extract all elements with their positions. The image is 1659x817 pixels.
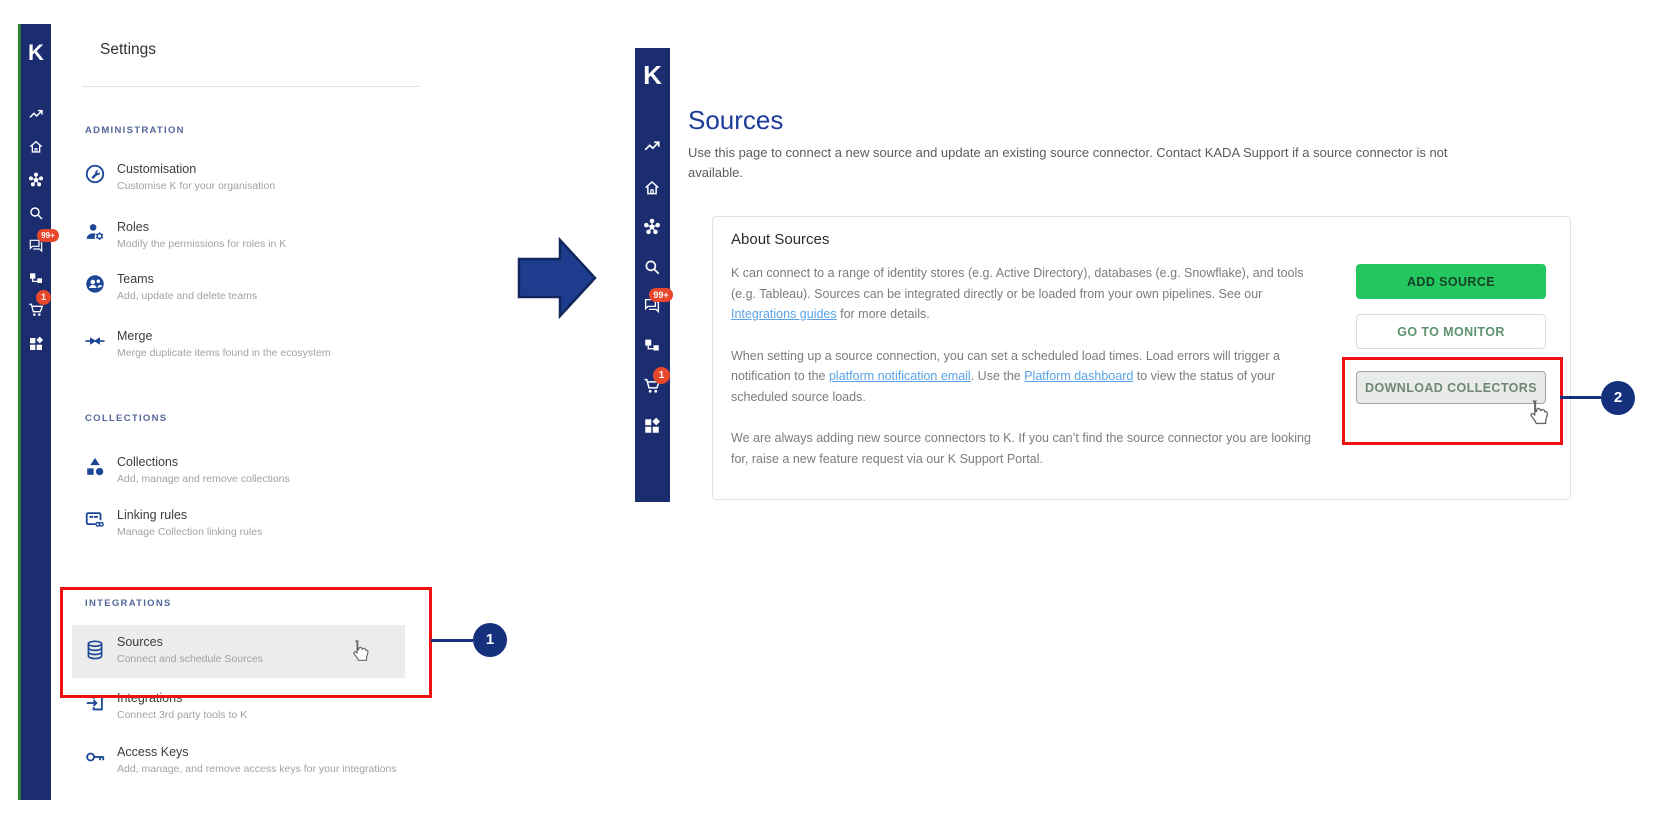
title-divider bbox=[82, 86, 420, 87]
paragraph-2-text-end: to view the status of your scheduled source loads. bbox=[731, 369, 1276, 404]
tree-icon[interactable] bbox=[643, 337, 661, 355]
platform-notification-email-link[interactable]: platform notification email bbox=[828, 369, 971, 383]
settings-item-teams[interactable] bbox=[82, 271, 427, 315]
download-collectors-button[interactable]: DOWNLOAD COLLECTORS bbox=[1356, 371, 1546, 404]
item-title: Merge bbox=[117, 329, 153, 343]
settings-item-sources-selected[interactable] bbox=[72, 625, 405, 678]
annotation-connector-1 bbox=[431, 639, 473, 642]
annotation-connector-2 bbox=[1560, 396, 1601, 399]
teams-icon bbox=[84, 273, 106, 295]
roles-icon bbox=[84, 221, 106, 243]
item-subtitle: Customise K for your organisation bbox=[117, 180, 276, 192]
item-subtitle: Add, manage, and remove access keys for your integrations bbox=[117, 763, 397, 775]
section-header-integrations: INTEGRATIONS bbox=[85, 598, 172, 609]
merge-icon bbox=[84, 330, 106, 352]
paragraph-1 bbox=[731, 263, 1316, 325]
item-title: Linking rules bbox=[117, 508, 188, 522]
trending-up-icon[interactable] bbox=[28, 106, 44, 122]
item-title: Integrations bbox=[117, 691, 183, 705]
page-description: Use this page to connect a new source and update an existing source connector. Contact KADA Support if a source connector is not available. bbox=[688, 145, 1448, 180]
cart-notification-badge: 1 bbox=[653, 367, 670, 384]
paragraph-1-text-end: for more details. bbox=[836, 307, 930, 321]
search-icon[interactable] bbox=[643, 258, 661, 276]
k-logo[interactable]: K bbox=[28, 40, 44, 65]
item-title: Roles bbox=[117, 220, 149, 234]
item-subtitle: Add, manage and remove collections bbox=[117, 473, 290, 485]
customisation-icon bbox=[84, 163, 106, 185]
item-title: Sources bbox=[117, 635, 163, 649]
k-logo[interactable]: K bbox=[643, 60, 662, 90]
section-header-collections: COLLECTIONS bbox=[85, 413, 168, 424]
page-title-settings: Settings bbox=[100, 41, 157, 58]
chat-notification-badge: 99+ bbox=[649, 288, 673, 302]
settings-item-integrations[interactable] bbox=[82, 690, 427, 734]
settings-item-collections[interactable] bbox=[82, 454, 427, 498]
annotation-step-badge-1: 1 bbox=[473, 623, 507, 657]
item-title: Teams bbox=[117, 272, 154, 286]
grid-icon[interactable] bbox=[28, 336, 44, 352]
hub-icon[interactable] bbox=[643, 218, 661, 236]
home-icon[interactable] bbox=[643, 179, 661, 197]
tree-icon[interactable] bbox=[28, 271, 44, 287]
grid-icon[interactable] bbox=[643, 417, 661, 435]
paragraph-1-text: K can connect to a range of identity stores (e.g. Active Directory), databases (e.g. Snowflake), and tools (e.g. Tableau). Sources can be integrated directly or be loaded from your own pipelines. See our bbox=[731, 266, 1304, 301]
paragraph-2-text-mid: . Use the bbox=[970, 369, 1025, 383]
left-nav-sidebar bbox=[21, 24, 51, 800]
settings-item-linking-rules[interactable] bbox=[82, 507, 427, 551]
search-icon[interactable] bbox=[28, 205, 44, 221]
item-title: Collections bbox=[117, 455, 179, 469]
add-source-button[interactable]: ADD SOURCE bbox=[1356, 264, 1546, 299]
right-nav-sidebar bbox=[635, 48, 670, 502]
item-title: Customisation bbox=[117, 162, 197, 176]
integrations-guides-link[interactable]: Integrations guides bbox=[731, 307, 837, 321]
annotation-step-badge-2: 2 bbox=[1601, 381, 1635, 415]
go-to-monitor-button[interactable]: GO TO MONITOR bbox=[1356, 314, 1546, 349]
item-subtitle: Manage Collection linking rules bbox=[117, 526, 263, 538]
access-keys-icon bbox=[84, 746, 106, 768]
cart-notification-badge: 1 bbox=[36, 290, 51, 305]
item-title: Access Keys bbox=[117, 745, 189, 759]
home-icon[interactable] bbox=[28, 139, 44, 155]
item-subtitle: Add, update and delete teams bbox=[117, 290, 258, 302]
paragraph-3: We are always adding new source connectors to K. If you can’t find the source connector you are looking for, raise a new feature request via our K Support Portal. bbox=[731, 431, 1311, 466]
sources-icon bbox=[84, 639, 106, 661]
settings-item-roles[interactable] bbox=[82, 219, 427, 263]
collections-icon bbox=[84, 456, 106, 478]
linking-rules-icon bbox=[84, 509, 106, 531]
trending-up-icon[interactable] bbox=[643, 137, 661, 155]
settings-item-access-keys[interactable] bbox=[82, 744, 427, 788]
card-body-text bbox=[731, 263, 1316, 490]
platform-dashboard-link[interactable]: Platform dashboard bbox=[1024, 369, 1134, 383]
section-header-administration: ADMINISTRATION bbox=[85, 125, 185, 136]
item-subtitle: Connect and schedule Sources bbox=[117, 653, 263, 665]
settings-item-merge[interactable] bbox=[82, 328, 427, 372]
item-subtitle: Connect 3rd party tools to K bbox=[117, 709, 248, 721]
transition-arrow-icon bbox=[517, 237, 599, 319]
chat-notification-badge: 99+ bbox=[37, 229, 59, 242]
hub-icon[interactable] bbox=[28, 172, 44, 188]
card-title: About Sources bbox=[731, 231, 830, 248]
paragraph-2 bbox=[731, 346, 1316, 408]
page-title-sources: Sources bbox=[688, 105, 784, 135]
paragraph-2-text: When setting up a source connection, you can set a scheduled load times. Load errors will trigger a notification to the bbox=[731, 348, 1280, 383]
about-sources-card bbox=[712, 216, 1571, 500]
item-subtitle: Merge duplicate items found in the ecosystem bbox=[117, 347, 331, 359]
integrations-icon bbox=[84, 692, 106, 714]
settings-item-customisation[interactable] bbox=[82, 161, 427, 205]
item-subtitle: Modify the permissions for roles in K bbox=[117, 238, 287, 250]
